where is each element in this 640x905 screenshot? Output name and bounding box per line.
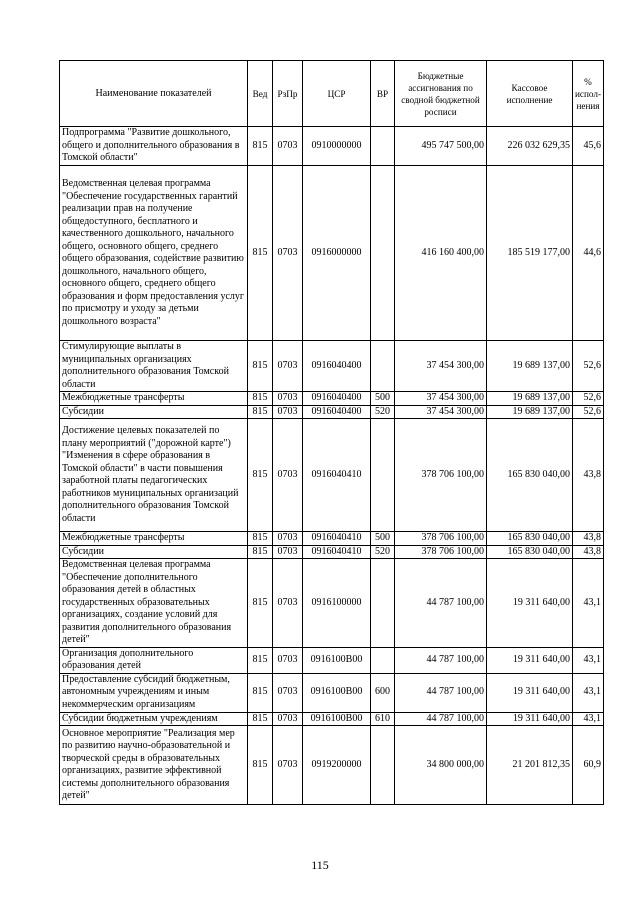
- header-budget: Бюджетные ассигнования по сводной бюджетной росписи: [395, 61, 487, 127]
- row-percent: 45,6: [573, 127, 604, 166]
- row-vr: 610: [371, 712, 395, 726]
- row-rzpr: 0703: [273, 341, 303, 392]
- header-percent: [573, 61, 604, 127]
- row-csr: 0916100В00: [303, 647, 371, 673]
- row-budget: 44 787 100,00: [395, 673, 487, 712]
- table-row: [60, 712, 604, 726]
- row-budget: 44 787 100,00: [395, 712, 487, 726]
- row-vr: [371, 559, 395, 648]
- table-row: [60, 532, 604, 546]
- row-budget: 378 706 100,00: [395, 545, 487, 559]
- row-percent: 43,1: [573, 559, 604, 648]
- row-vr: 600: [371, 673, 395, 712]
- row-percent: 60,9: [573, 726, 604, 805]
- header-csr: ЦСР: [303, 61, 371, 127]
- row-vr: [371, 166, 395, 341]
- table-row: [60, 166, 604, 341]
- header-vr: ВР: [371, 61, 395, 127]
- row-cash: 165 830 040,00: [487, 545, 573, 559]
- row-cash: 19 689 137,00: [487, 405, 573, 419]
- row-name: Основное мероприятие "Реализация мер по развитию научно-образовательной и творческой среды в образовательных организациях, развитие эффективной системы дополнительного образования детей": [60, 726, 248, 805]
- row-cash: 19 689 137,00: [487, 341, 573, 392]
- row-name: Ведомственная целевая программа "Обеспечение дополнительного образования детей в областных государственных образовательных организациях, создание условий для развития дополнительного образования детей": [60, 559, 248, 648]
- page-number: 115: [311, 858, 329, 872]
- row-rzpr: 0703: [273, 166, 303, 341]
- row-rzpr: 0703: [273, 127, 303, 166]
- row-name: Стимулирующие выплаты в муниципальных организациях дополнительного образования Томской области: [60, 341, 248, 392]
- table-row: [60, 341, 604, 392]
- row-name: Межбюджетные трансферты: [60, 532, 248, 546]
- row-ved: 815: [248, 166, 273, 341]
- row-percent: 52,6: [573, 392, 604, 406]
- row-budget: 37 454 300,00: [395, 405, 487, 419]
- row-csr: 0916040410: [303, 419, 371, 532]
- row-name: Организация дополнительного образования детей: [60, 647, 248, 673]
- row-budget: 37 454 300,00: [395, 341, 487, 392]
- row-csr: 0916100В00: [303, 712, 371, 726]
- row-csr: 0916040410: [303, 545, 371, 559]
- row-budget: 44 787 100,00: [395, 647, 487, 673]
- row-vr: [371, 647, 395, 673]
- table-row: [60, 726, 604, 805]
- row-vr: 500: [371, 532, 395, 546]
- row-name: Ведомственная целевая программа "Обеспечение государственных гарантий реализации прав на получение общедоступного, бесплатного и качественного дошкольного, начального общего, основного общего, среднего общего образования, содействие развитию дошкольного, начального общего, основного общего, среднего общего образования и форм предоставления услуг по присмотру и уходу за детьми дошкольного возраста": [60, 166, 248, 341]
- row-csr: 0916040410: [303, 532, 371, 546]
- row-cash: 226 032 629,35: [487, 127, 573, 166]
- row-budget: 495 747 500,00: [395, 127, 487, 166]
- header-ved: Вед: [248, 61, 273, 127]
- row-ved: 815: [248, 545, 273, 559]
- table-row: [60, 405, 604, 419]
- row-csr: 0916040400: [303, 405, 371, 419]
- row-percent: 52,6: [573, 405, 604, 419]
- row-cash: 21 201 812,35: [487, 726, 573, 805]
- row-ved: 815: [248, 392, 273, 406]
- row-budget: 44 787 100,00: [395, 559, 487, 648]
- row-name: Межбюджетные трансферты: [60, 392, 248, 406]
- table-row: [60, 647, 604, 673]
- row-ved: 815: [248, 532, 273, 546]
- row-vr: 520: [371, 545, 395, 559]
- row-ved: 815: [248, 127, 273, 166]
- row-cash: 19 311 640,00: [487, 712, 573, 726]
- row-budget: 378 706 100,00: [395, 532, 487, 546]
- header-percent-line1: %: [584, 76, 592, 87]
- row-vr: [371, 419, 395, 532]
- table-row: [60, 419, 604, 532]
- row-ved: 815: [248, 726, 273, 805]
- row-vr: [371, 341, 395, 392]
- row-budget: 378 706 100,00: [395, 419, 487, 532]
- header-percent-line3: нения: [576, 100, 600, 111]
- row-ved: 815: [248, 405, 273, 419]
- row-csr: 0916040400: [303, 341, 371, 392]
- table-row: [60, 545, 604, 559]
- header-cash: Кассовое исполнение: [487, 61, 573, 127]
- row-budget: 416 160 400,00: [395, 166, 487, 341]
- row-cash: 165 830 040,00: [487, 532, 573, 546]
- row-ved: 815: [248, 647, 273, 673]
- row-csr: 0916100В00: [303, 673, 371, 712]
- row-rzpr: 0703: [273, 532, 303, 546]
- row-csr: 0916000000: [303, 166, 371, 341]
- row-percent: 43,8: [573, 419, 604, 532]
- row-cash: 185 519 177,00: [487, 166, 573, 341]
- row-vr: 520: [371, 405, 395, 419]
- row-rzpr: 0703: [273, 559, 303, 648]
- row-name: Предоставление субсидий бюджетным, автономным учреждениям и иным некоммерческим организациям: [60, 673, 248, 712]
- row-csr: 0916100000: [303, 559, 371, 648]
- header-row: [60, 61, 604, 127]
- row-rzpr: 0703: [273, 419, 303, 532]
- header-percent-line2: испол-: [575, 88, 602, 99]
- row-cash: 19 311 640,00: [487, 673, 573, 712]
- row-csr: 0919200000: [303, 726, 371, 805]
- header-name: Наименование показателей: [60, 61, 248, 127]
- row-cash: 19 689 137,00: [487, 392, 573, 406]
- row-ved: 815: [248, 712, 273, 726]
- row-csr: 0916040400: [303, 392, 371, 406]
- row-rzpr: 0703: [273, 726, 303, 805]
- row-percent: 43,1: [573, 673, 604, 712]
- table-row: [60, 127, 604, 166]
- row-percent: 43,8: [573, 532, 604, 546]
- row-ved: 815: [248, 673, 273, 712]
- row-ved: 815: [248, 419, 273, 532]
- table-row: [60, 559, 604, 648]
- row-rzpr: 0703: [273, 673, 303, 712]
- row-name: Субсидии: [60, 545, 248, 559]
- table-row: [60, 673, 604, 712]
- row-percent: 43,1: [573, 647, 604, 673]
- row-csr: 0910000000: [303, 127, 371, 166]
- row-name: Подпрограмма "Развитие дошкольного, общего и дополнительного образования в Томской области": [60, 127, 248, 166]
- row-cash: 19 311 640,00: [487, 559, 573, 648]
- row-name: Достижение целевых показателей по плану мероприятий ("дорожной карте") "Изменения в сфере образования в Томской области" в части повышения заработной платы педагогических работников муниципальных организаций дополнительного образования Томской области: [60, 419, 248, 532]
- budget-table: [59, 60, 604, 805]
- row-name: Субсидии бюджетным учреждениям: [60, 712, 248, 726]
- row-rzpr: 0703: [273, 712, 303, 726]
- row-vr: [371, 726, 395, 805]
- row-ved: 815: [248, 341, 273, 392]
- row-vr: 500: [371, 392, 395, 406]
- row-rzpr: 0703: [273, 647, 303, 673]
- row-cash: 19 311 640,00: [487, 647, 573, 673]
- row-vr: [371, 127, 395, 166]
- row-ved: 815: [248, 559, 273, 648]
- row-percent: 43,1: [573, 712, 604, 726]
- row-rzpr: 0703: [273, 392, 303, 406]
- row-cash: 165 830 040,00: [487, 419, 573, 532]
- row-budget: 34 800 000,00: [395, 726, 487, 805]
- row-name: Субсидии: [60, 405, 248, 419]
- row-budget: 37 454 300,00: [395, 392, 487, 406]
- row-percent: 43,8: [573, 545, 604, 559]
- row-rzpr: 0703: [273, 405, 303, 419]
- header-rzpr: РзПр: [273, 61, 303, 127]
- table-row: [60, 392, 604, 406]
- row-percent: 52,6: [573, 341, 604, 392]
- row-rzpr: 0703: [273, 545, 303, 559]
- row-percent: 44,6: [573, 166, 604, 341]
